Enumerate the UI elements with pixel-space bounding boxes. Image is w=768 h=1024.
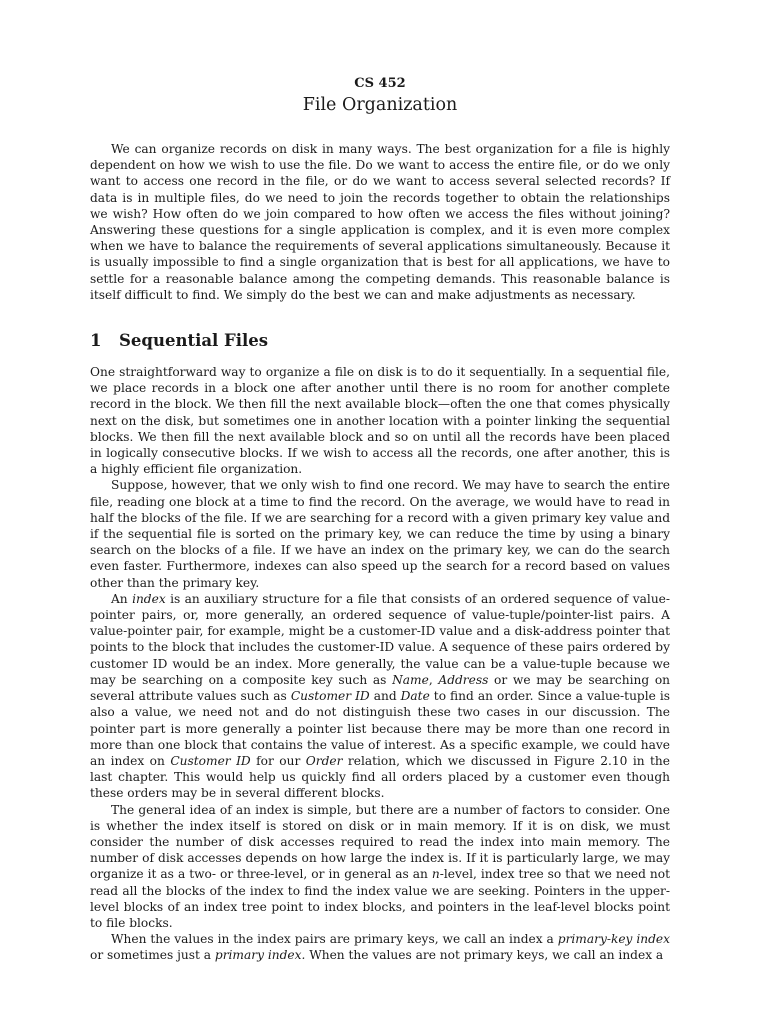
- text-run: and: [369, 689, 401, 704]
- section-paragraph-3: [90, 591, 670, 802]
- emphasis-term: n: [431, 867, 440, 882]
- emphasis-term: Date: [400, 689, 430, 704]
- text-run: ,: [428, 672, 439, 687]
- text-run: The general idea of an index is simple, but there are a number of factors to consider. One is whether the index itself is stored on disk or in main memory. If it is on disk, we must consider the number of disk accesses required to read the index into main memory. The number of disk accesses depends on how large the index is. If it is particularly large, we may organize it as a two- or three-level, or in general as an: [90, 802, 670, 882]
- text-run: -level, index tree so that we need not read all the blocks of the index to find the index value we are seeking. Pointers in the upper-level blocks of an index tree point to index blocks, and pointers in the leaf-level blocks point to file blocks.: [90, 867, 671, 930]
- section-paragraph-5: [90, 931, 670, 963]
- document-page: [90, 76, 670, 964]
- emphasis-term: Address: [438, 672, 489, 687]
- section-heading: [90, 330, 670, 352]
- text-run: to find an order. Since a value-tuple is also a value, we need not and do not distinguish these two cases in our discussion. The pointer part is more generally a pointer list because there may be more than one record in more than one block that contains the value of interest. As a specific example, we could have an index on: [90, 689, 670, 768]
- emphasis-term: primary index.: [214, 948, 306, 963]
- text-run: When the values are not primary keys, we call an index a: [305, 948, 664, 963]
- text-run: for our: [250, 753, 306, 768]
- text-run: or we may be searching on several attribute values such as: [90, 672, 671, 704]
- section-paragraph-4: [90, 802, 670, 932]
- section-paragraph-2: Suppose, however, that we only wish to find one record. We may have to search the entire file, reading one block at a time to find the record. On the average, we would have to read in half the blocks of the file. If we are searching for a record with a given primary key value and if the sequential file is sorted on the primary key, we can reduce the time by using a binary search on the blocks of a file. If we have an index on the primary key, we can do the search even faster. Furthermore, indexes can also speed up the search for a record based on values other than the primary key.: [90, 478, 670, 590]
- emphasis-term: index: [132, 591, 166, 606]
- emphasis-term: primary-key index: [557, 932, 670, 947]
- document-title: File Organization: [302, 95, 458, 115]
- section-number: 1: [90, 331, 102, 351]
- emphasis-term: Customer ID: [290, 689, 370, 704]
- text-run: An: [111, 591, 133, 606]
- emphasis-term: Customer ID: [170, 753, 251, 768]
- intro-paragraph: We can organize records on disk in many ways. The best organization for a file is highly dependent on how we wish to use the file. Do we want to access the entire file, or do we only want to access one record in the file, or do we want to access several selected records? If data is in multiple files, do we need to join the records together to obtain the relationships we wish? How often do we join compared to how often we access the files without joining? Answering these questions for a single application is complex, and it is even more complex when we have to balance the requirements of several applications simultaneously. Because it is usually impossible to find a single organization that is best for all applications, we have to settle for a reasonable balance among the competing demands. This reasonable balance is itself difficult to find. We simply do the best we can and make adjustments as necessary.: [90, 142, 670, 302]
- course-code: CS 452: [354, 76, 406, 91]
- text-run: is an auxiliary structure for a file that consists of an ordered sequence of value-pointer pairs, or, more generally, an ordered sequence of value-tuple/pointer-list pairs. A value-pointer pair, for example, might be a customer-ID value and a disk-address pointer that points to the block that includes the customer-ID value. A sequence of these pairs ordered by customer ID would be an index. More generally, the value can be a value-tuple because we may be searching on a composite key such as: [90, 591, 670, 687]
- text-run: or sometimes just a: [90, 948, 215, 963]
- section-title: Sequential Files: [119, 331, 269, 351]
- emphasis-term: Order: [305, 753, 343, 768]
- text-run: When the values in the index pairs are primary keys, we call an index a: [111, 932, 558, 947]
- text-run: relation, which we discussed in Figure 2.10 in the last chapter. This would help us quickly find all orders placed by a customer even though these orders may be in several different blocks.: [90, 753, 670, 801]
- section-paragraph-1: One straightforward way to organize a file on disk is to do it sequentially. In a sequential file, we place records in a block one after another until there is no room for another complete record in the block. We then fill the next available block—often the one that comes physically next on the disk, but sometimes one in another location with a pointer linking the sequential blocks. We then fill the next available block and so on until all the records have been placed in logically consecutive blocks. If we wish to access all the records, one after another, this is a highly efficient file organization.: [90, 365, 670, 477]
- emphasis-term: Name: [392, 672, 429, 687]
